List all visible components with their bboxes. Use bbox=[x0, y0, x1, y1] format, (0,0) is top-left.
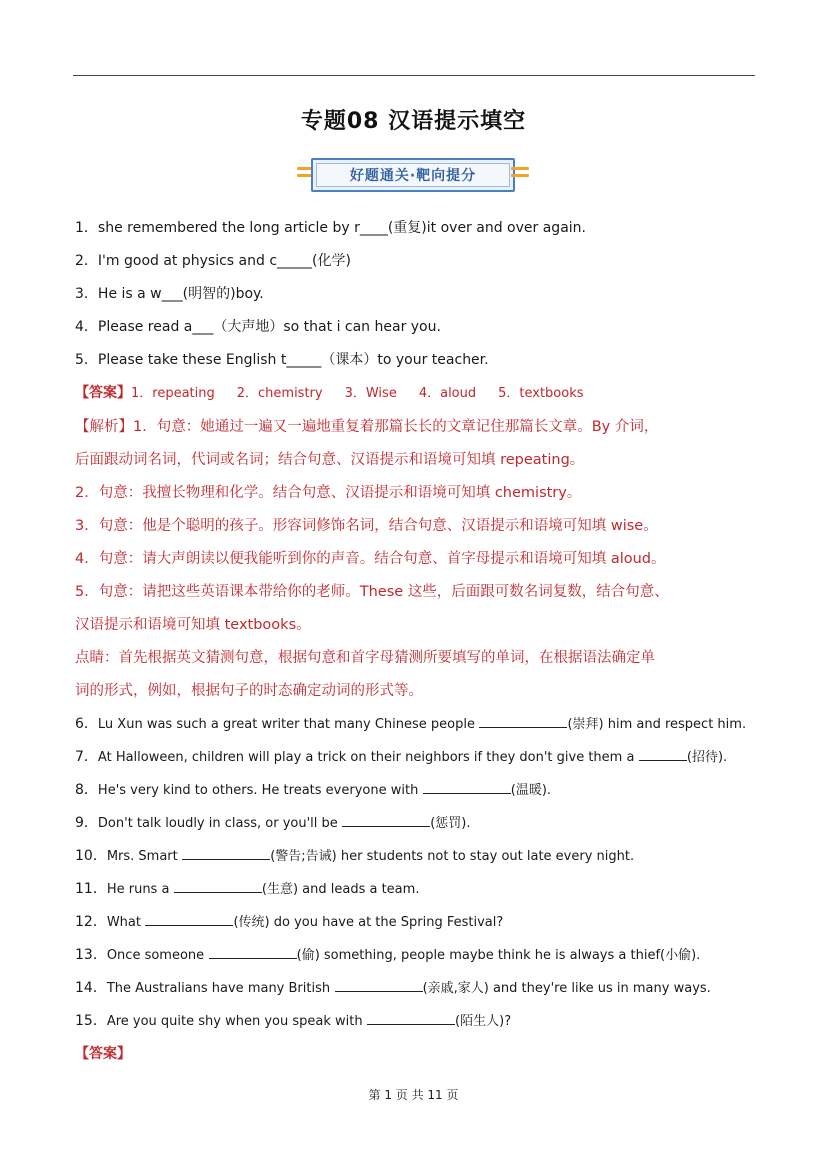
blank bbox=[174, 878, 262, 893]
question-10: 10．Mrs. Smart (警告;告诫) her students not to stay out late every night. bbox=[75, 845, 634, 865]
question-9: 9．Don't talk loudly in class, or you'll be (惩罚). bbox=[75, 812, 471, 832]
question-6: 6．Lu Xun was such a great writer that many Chinese people (崇拜) him and respect him. bbox=[75, 713, 746, 733]
blank: _____ bbox=[277, 253, 313, 269]
banner-text: 好题通关·靶向提分 bbox=[316, 163, 510, 187]
question-5: 5．Please take these English t_____（课本）to your teacher. bbox=[75, 352, 489, 368]
blank: ___ bbox=[192, 319, 214, 335]
question-7: 7．At Halloween, children will play a trick on their neighbors if they don't give them a (招待). bbox=[75, 746, 727, 766]
blank bbox=[209, 944, 297, 959]
explanation-line: 【解析】1．句意：她通过一遍又一遍地重复着那篇长长的文章记住那篇长文章。By 介词， bbox=[75, 419, 659, 435]
answer-item: 4．aloud bbox=[418, 386, 477, 401]
explanation-line: 4．句意：请大声朗读以便我能听到你的声音。结合句意、首字母提示和语境可知填 aloud。 bbox=[75, 551, 666, 567]
explanation-line: 后面跟动词名词，代词或名词；结合句意、汉语提示和语境可知填 repeating。 bbox=[75, 452, 585, 468]
header-rule bbox=[73, 75, 755, 76]
answer-block-2 bbox=[75, 1043, 131, 1063]
answer-item: 2．chemistry bbox=[236, 386, 323, 401]
blank bbox=[335, 977, 423, 992]
question-2: 2．I'm good at physics and c_____(化学) bbox=[75, 253, 351, 269]
question-3: 3．He is a w___(明智的)boy. bbox=[75, 286, 264, 302]
page-footer: 第 1 页 共 11 页 bbox=[368, 1088, 459, 1102]
question-15: 15．Are you quite shy when you speak with (陌生人)? bbox=[75, 1010, 511, 1030]
explanation-line: 汉语提示和语境可知填 textbooks。 bbox=[75, 617, 311, 633]
answer-item: 5．textbooks bbox=[498, 386, 584, 401]
section-banner bbox=[297, 156, 529, 196]
blank bbox=[423, 779, 511, 794]
blank: _____ bbox=[286, 352, 322, 368]
answer-label: 【答案】 bbox=[75, 1046, 131, 1062]
blank bbox=[639, 746, 687, 761]
blank bbox=[479, 713, 567, 728]
blank: ____ bbox=[359, 220, 388, 236]
answer-item: 1．repeating bbox=[131, 386, 215, 401]
tip-line: 点睛：首先根据英文猜测句意，根据句意和首字母猜测所要填写的单词，在根据语法确定单 bbox=[75, 650, 655, 666]
answer-block-1 bbox=[75, 382, 606, 402]
question-13: 13．Once someone (偷) something, people maybe think he is always a thief(小偷). bbox=[75, 944, 700, 964]
blank bbox=[145, 911, 233, 926]
banner-box bbox=[311, 158, 515, 192]
blank bbox=[367, 1010, 455, 1025]
blank bbox=[182, 845, 270, 860]
blank: ___ bbox=[161, 286, 183, 302]
question-14: 14．The Australians have many British (亲戚,家人) and they're like us in many ways. bbox=[75, 977, 711, 997]
question-11: 11．He runs a (生意) and leads a team. bbox=[75, 878, 419, 898]
blank bbox=[342, 812, 430, 827]
explanation-line: 3．句意：他是个聪明的孩子。形容词修饰名词，结合句意、汉语提示和语境可知填 wise。 bbox=[75, 518, 658, 534]
page-title: 专题08 汉语提示填空 bbox=[300, 109, 527, 134]
explanation-line: 5．句意：请把这些英语课本带给你的老师。These 这些，后面跟可数名词复数，结合句意、 bbox=[75, 584, 669, 600]
answer-item: 3．Wise bbox=[344, 386, 397, 401]
question-12: 12．What (传统) do you have at the Spring Festival? bbox=[75, 911, 503, 931]
explanation-line: 2．句意：我擅长物理和化学。结合句意、汉语提示和语境可知填 chemistry。 bbox=[75, 485, 582, 501]
question-8: 8．He's very kind to others. He treats everyone with (温暖). bbox=[75, 779, 551, 799]
tip-line: 词的形式，例如，根据句子的时态确定动词的形式等。 bbox=[75, 683, 423, 699]
banner-right-decoration bbox=[511, 167, 529, 181]
question-4: 4．Please read a___（大声地）so that i can hear you. bbox=[75, 319, 441, 335]
question-1: 1．she remembered the long article by r____(重复)it over and over again. bbox=[75, 220, 586, 236]
answer-label: 【答案】 bbox=[75, 385, 131, 401]
